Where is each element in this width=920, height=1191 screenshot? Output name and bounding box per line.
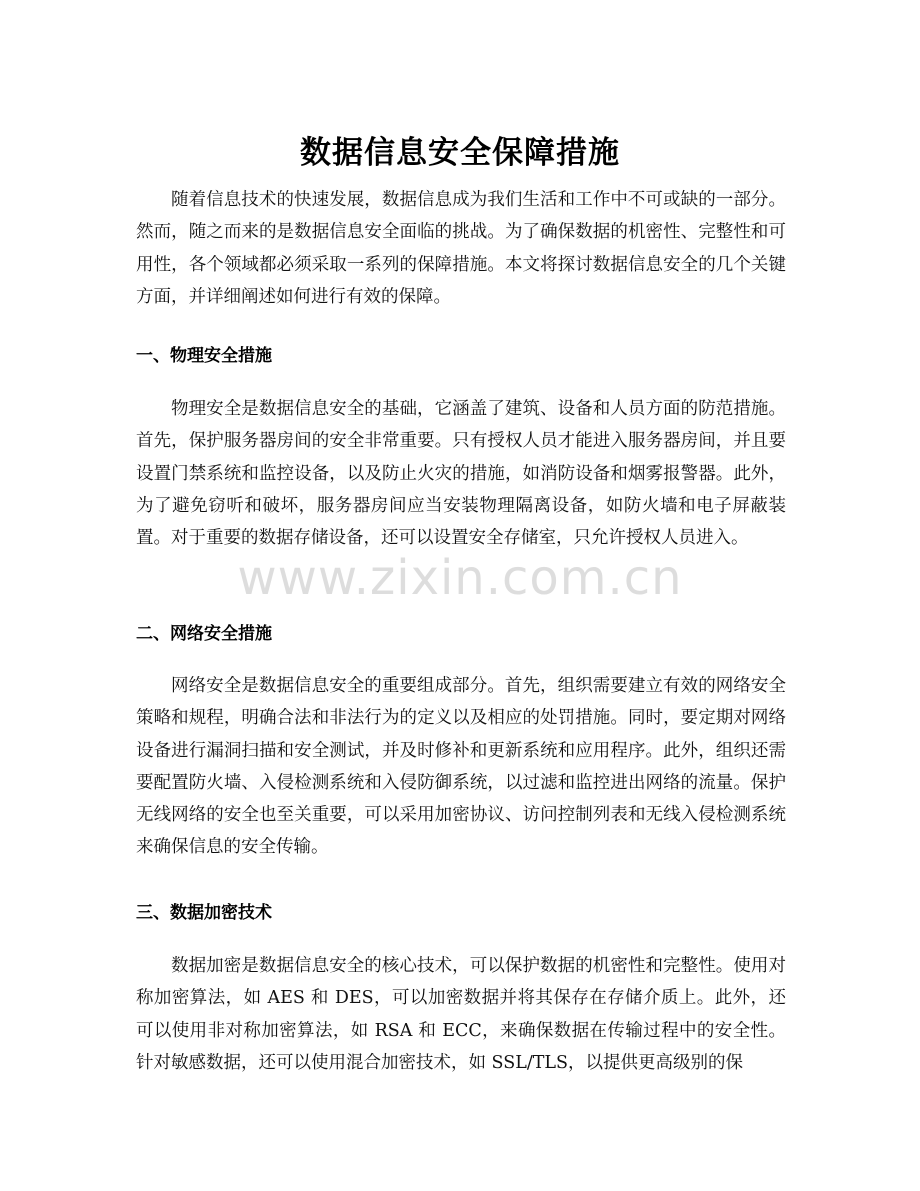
section-body-encryption: 数据加密是数据信息安全的核心技术，可以保护数据的机密性和完整性。使用对称加密算法，如 AES 和 DES，可以加密数据并将其保存在存储介质上。此外，还可以使用非对称加密算法，如 RSA 和 ECC，来确保数据在传输过程中的安全性。针对敏感数据，还可以使用混合加密技术，如 SSL/TLS，以提供更高级别的保 (136, 956, 786, 1073)
section-heading-physical: 一、物理安全措施 (136, 346, 272, 366)
section-body-physical: 物理安全是数据信息安全的基础，它涵盖了建筑、设备和人员方面的防范措施。首先，保护服务器房间的安全非常重要。只有授权人员才能进入服务器房间，并且要设置门禁系统和监控设备，以及防止火灾的措施，如消防设备和烟雾报警器。此外，为了避免窃听和破坏，服务器房间应当安装物理隔离设备，如防火墙和电子屏蔽装置。对于重要的数据存储设备，还可以设置安全存储室，只允许授权人员进入。 (136, 399, 786, 549)
intro-paragraph: 随着信息技术的快速发展，数据信息成为我们生活和工作中不可或缺的一部分。然而，随之而来的是数据信息安全面临的挑战。为了确保数据的机密性、完整性和可用性，各个领域都必须采取一系列的保障措施。本文将探讨数据信息安全的几个关键方面，并详细阐述如何进行有效的保障。 (136, 190, 786, 307)
section-heading-encryption: 三、数据加密技术 (136, 903, 272, 923)
document-title: 数据信息安全保障措施 (300, 134, 620, 171)
watermark-text: www.zixin.com.cn (237, 550, 683, 606)
section-body-network: 网络安全是数据信息安全的重要组成部分。首先，组织需要建立有效的网络安全策略和规程，明确合法和非法行为的定义以及相应的处罚措施。同时，要定期对网络设备进行漏洞扫描和安全测试，并及时修补和更新系统和应用程序。此外，组织还需要配置防火墙、入侵检测系统和入侵防御系统，以过滤和监控进出网络的流量。保护无线网络的安全也至关重要，可以采用加密协议、访问控制列表和无线入侵检测系统来确保信息的安全传输。 (136, 676, 786, 858)
section-heading-network: 二、网络安全措施 (136, 624, 272, 644)
